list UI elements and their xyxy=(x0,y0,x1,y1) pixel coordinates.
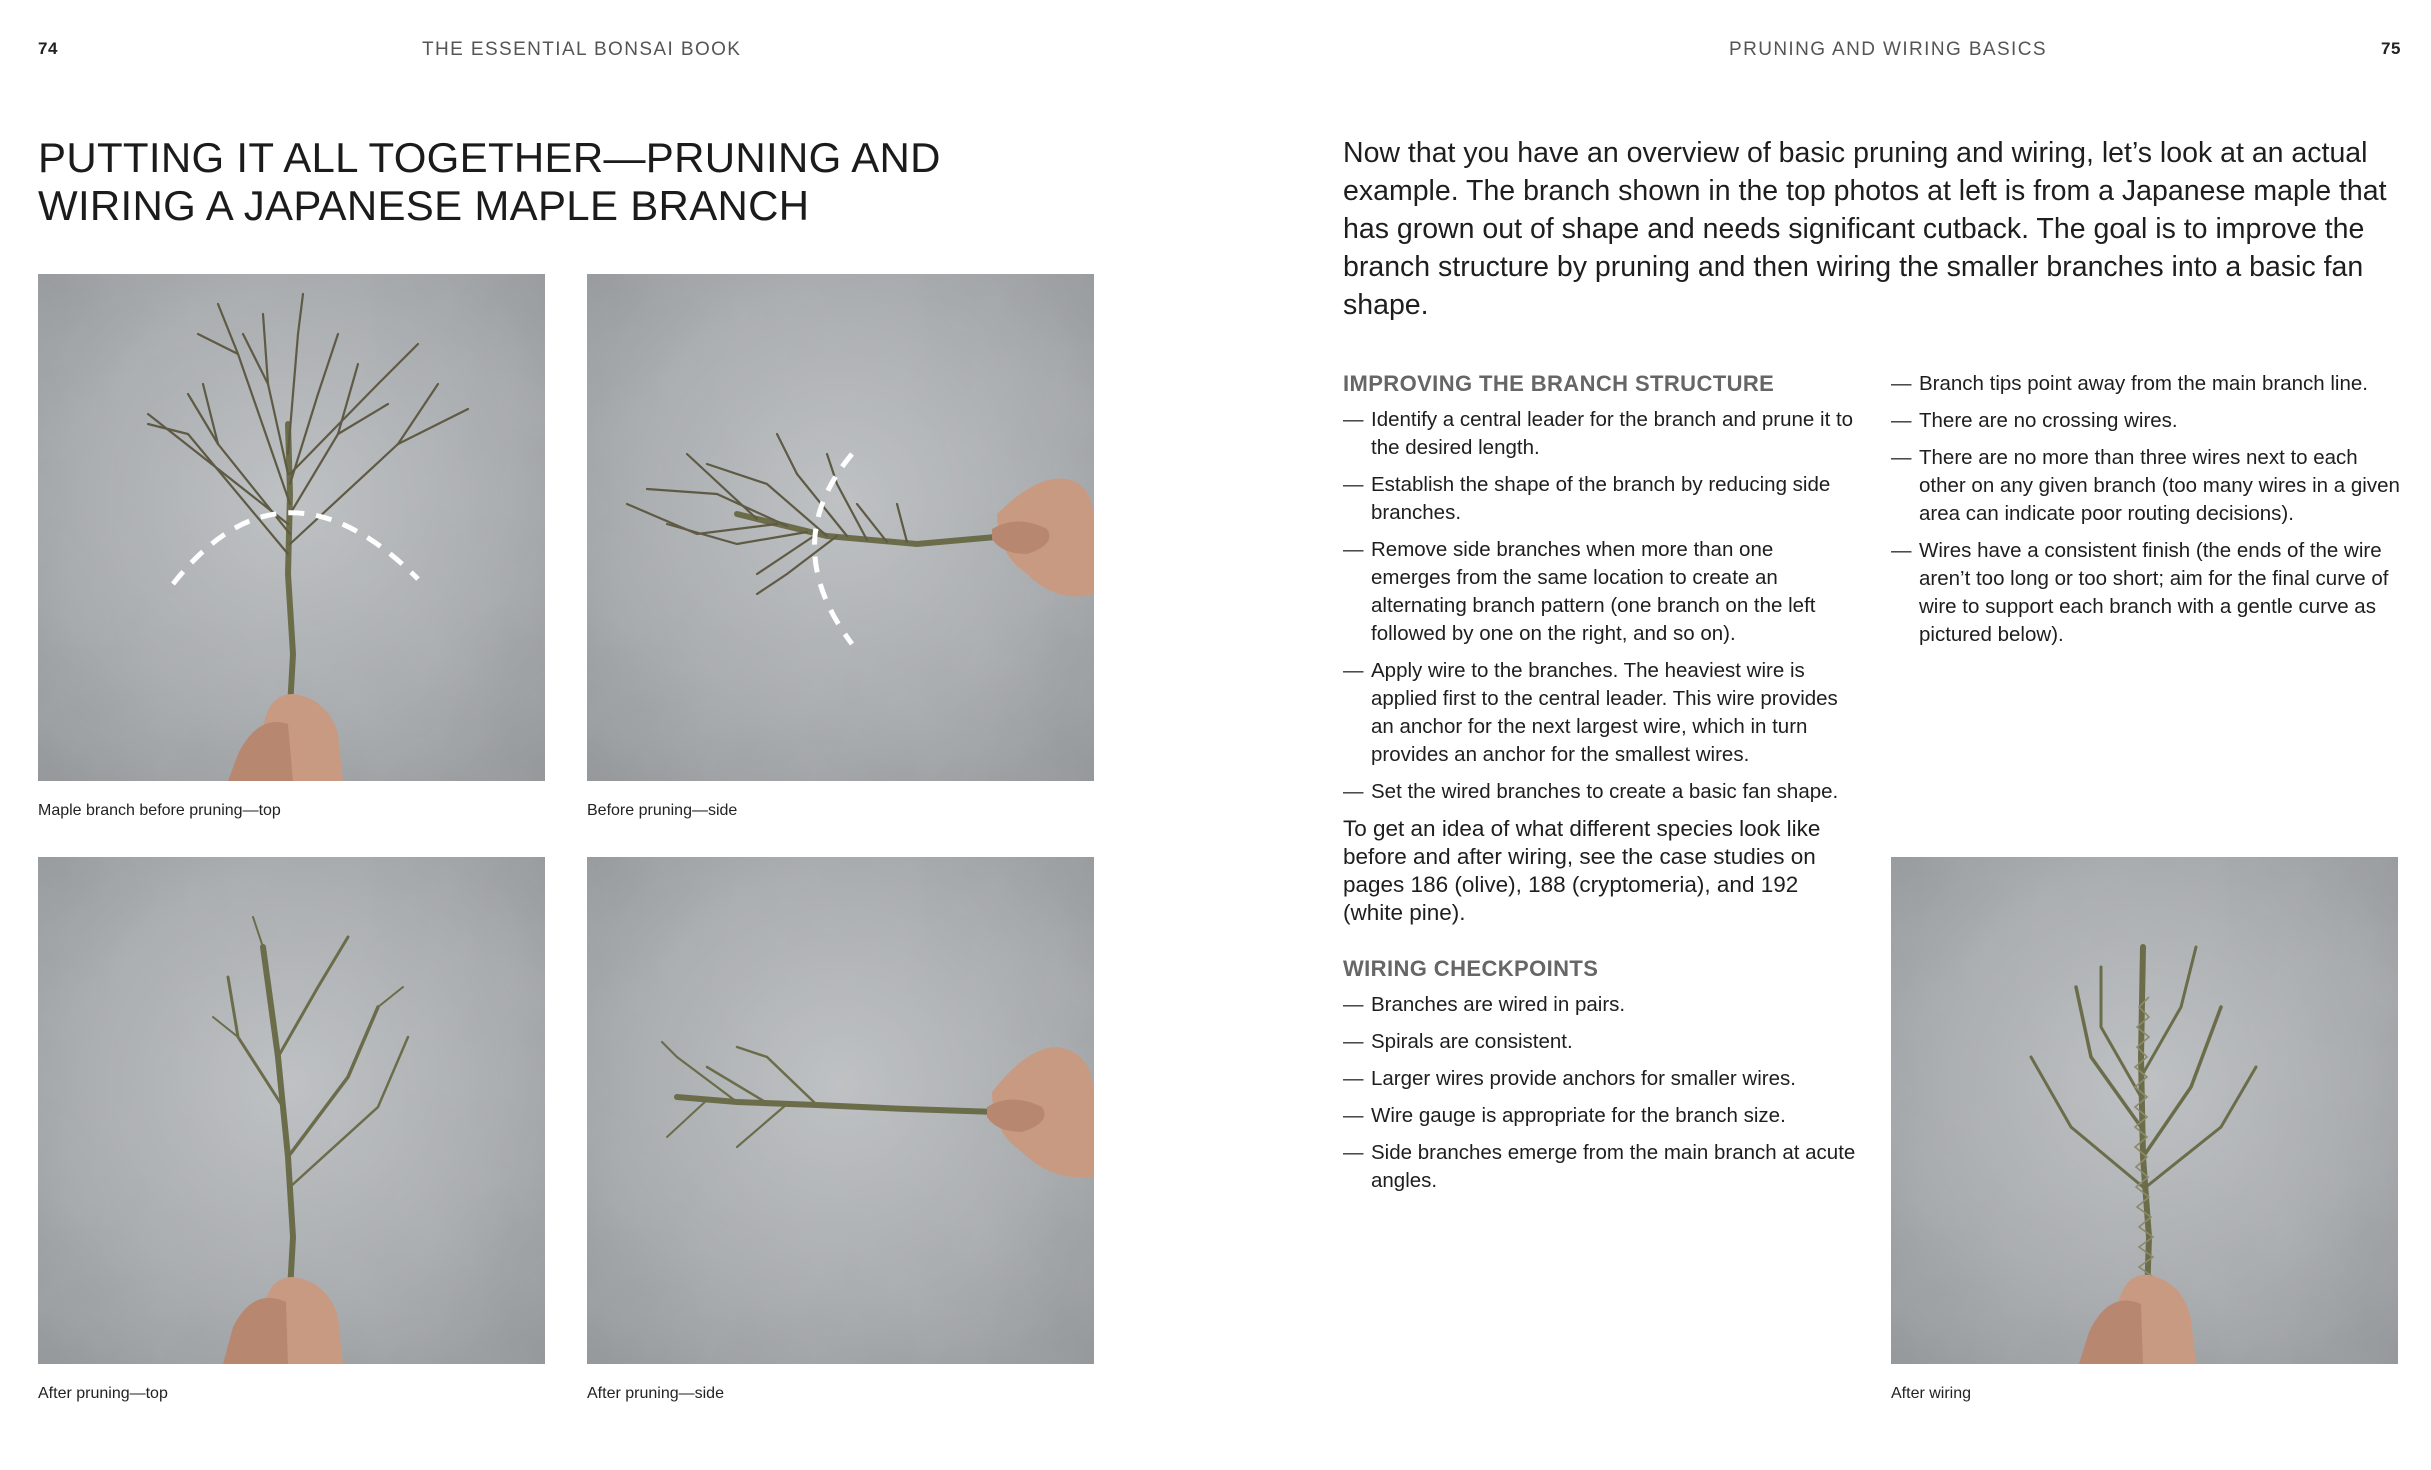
list-item: — Wire gauge is appropriate for the branch size. xyxy=(1343,1102,1858,1130)
caption-before-pruning-side: Before pruning—side xyxy=(587,802,738,819)
column-right xyxy=(1891,370,2406,658)
checkpoints-heading: WIRING CHECKPOINTS xyxy=(1343,956,1599,981)
intro-paragraph: Now that you have an overview of basic pruning and wiring, let’s look at an actual example. The branch shown in the top photos at left is from a Japanese maple that has grown out of shape and needs significant cutback. The goal is to improve the branch structure by pruning and then wiring the smaller branches into a basic fan shape. xyxy=(1343,137,2387,321)
improving-list xyxy=(1343,406,1858,806)
left-page-number: 74 xyxy=(38,39,58,58)
list-item: — Set the wired branches to create a basic fan shape. xyxy=(1343,778,1858,806)
list-item: — Branches are wired in pairs. xyxy=(1343,991,1858,1019)
list-item: — Larger wires provide anchors for smaller wires. xyxy=(1343,1065,1858,1093)
photo-after-pruning-side xyxy=(587,857,1094,1364)
list-item: — Side branches emerge from the main branch at acute angles. xyxy=(1343,1139,1858,1195)
list-item: — Wires have a consistent finish (the ends of the wire aren’t too long or too short; aim for the final curve of wire to support each branch with a gentle curve as pictured below). xyxy=(1891,537,2406,649)
list-item: — There are no more than three wires next to each other on any given branch (too many wires in a given area can indicate poor routing decisions). xyxy=(1891,444,2406,528)
checkpoints-list xyxy=(1343,991,1858,1195)
photo-after-pruning-top xyxy=(38,857,545,1364)
column-left xyxy=(1343,370,1858,1204)
spread-title: PUTTING IT ALL TOGETHER—PRUNING AND WIRING A JAPANESE MAPLE BRANCH xyxy=(38,134,941,229)
right-page-number: 75 xyxy=(2381,39,2401,58)
caption-after-pruning-side: After pruning—side xyxy=(587,1385,724,1402)
list-item: — Identify a central leader for the branch and prune it to the desired length. xyxy=(1343,406,1858,462)
caption-after-pruning-top: After pruning—top xyxy=(38,1385,168,1402)
list-item: — There are no crossing wires. xyxy=(1891,407,2406,435)
right-running-head: PRUNING AND WIRING BASICS xyxy=(1729,39,2047,60)
photo-before-pruning-side xyxy=(587,274,1094,781)
left-running-head: THE ESSENTIAL BONSAI BOOK xyxy=(422,39,742,60)
list-item: — Establish the shape of the branch by reducing side branches. xyxy=(1343,471,1858,527)
list-item: — Remove side branches when more than one emerges from the same location to create an alternating branch pattern (one branch on the left followed by one on the right, and so on). xyxy=(1343,536,1858,648)
list-item: — Branch tips point away from the main branch line. xyxy=(1891,370,2406,398)
photo-after-wiring xyxy=(1891,857,2398,1364)
caption-after-wiring: After wiring xyxy=(1891,1385,1972,1402)
case-study-note: To get an idea of what different species look like before and after wiring, see the case studies on pages 186 (olive), 188 (cryptomeria), and 192 (white pine). xyxy=(1343,816,1821,925)
list-item: — Spirals are consistent. xyxy=(1343,1028,1858,1056)
improving-heading: IMPROVING THE BRANCH STRUCTURE xyxy=(1343,371,1775,396)
photo-before-pruning-top xyxy=(38,274,545,781)
caption-before-pruning-top: Maple branch before pruning—top xyxy=(38,802,281,819)
list-item: — Apply wire to the branches. The heaviest wire is applied first to the central leader. This wire provides an anchor for the next largest wire, which in turn provides an anchor for the smallest wires. xyxy=(1343,657,1858,769)
checkpoints-continued-list xyxy=(1891,370,2406,649)
